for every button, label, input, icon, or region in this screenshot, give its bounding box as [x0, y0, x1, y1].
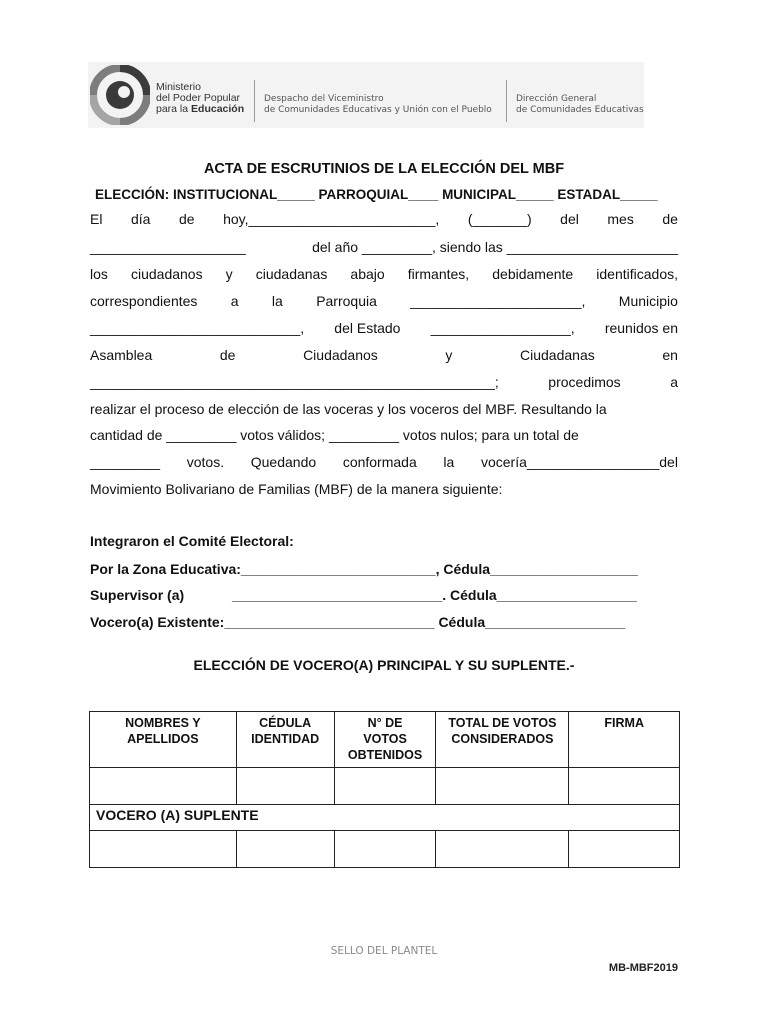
cell-total[interactable]	[436, 831, 569, 868]
header-firma: FIRMA	[569, 712, 680, 768]
body-word: de	[178, 211, 195, 227]
ministry-name	[156, 82, 244, 115]
body-word: del	[560, 211, 579, 227]
body-word: ____________________	[90, 239, 246, 255]
election-table	[89, 711, 680, 868]
supervisor-line: ___________________________. Cédula__________________	[232, 587, 637, 603]
body-word: a	[670, 374, 678, 390]
body-line	[90, 293, 678, 309]
suplente-label: VOCERO (A) SUPLENTE	[90, 805, 680, 831]
body-word: _________	[90, 454, 161, 470]
table-row	[90, 768, 680, 805]
ministry-line-1: Ministerio	[156, 81, 201, 93]
cell-firma[interactable]	[569, 831, 680, 868]
body-line	[90, 211, 678, 227]
body-word: la	[443, 454, 455, 470]
body-word: Ciudadanos	[303, 347, 378, 363]
cell-cedula[interactable]	[236, 831, 334, 868]
body-word: correspondientes	[90, 293, 198, 309]
ministry-line-3: para la	[156, 103, 189, 115]
direccion-line-1: Dirección General	[516, 94, 597, 104]
body-word: día	[130, 211, 151, 227]
header-divider	[254, 80, 255, 122]
body-line	[90, 427, 678, 443]
body-word: votos.	[186, 454, 225, 470]
table-header-row	[90, 712, 680, 768]
body-word: abajo	[350, 266, 385, 282]
body-word: procedimos	[548, 374, 621, 390]
body-word: cantidad de _________ votos válidos; _________ votos nulos; para un total de	[90, 427, 579, 443]
body-line	[90, 347, 678, 363]
cell-firma[interactable]	[569, 768, 680, 805]
body-word: de	[219, 347, 236, 363]
despacho-line-2: de Comunidades Educativas y Unión con el Pueblo	[264, 105, 492, 115]
body-word: hoy,________________________,	[223, 211, 440, 227]
header-cedula: CÉDULA IDENTIDAD	[236, 712, 334, 768]
sello-label: SELLO DEL PLANTEL	[330, 945, 438, 957]
header-banner	[88, 62, 644, 128]
body-word: conformada	[342, 454, 417, 470]
vocero-existente-line: Vocero(a) Existente:___________________________ Cédula__________________	[90, 614, 626, 630]
eleccion-line: ELECCIÓN: INSTITUCIONAL_____ PARROQUIAL____ MUNICIPAL_____ ESTADAL_____	[95, 187, 658, 202]
header-nombres: NOMBRES Y APELLIDOS	[90, 712, 237, 768]
body-word: __________________,	[430, 320, 575, 336]
header-votos-obtenidos: N° DE VOTOS OBTENIDOS	[334, 712, 436, 768]
body-word: El	[90, 211, 103, 227]
body-word: y	[445, 347, 453, 363]
cell-votos[interactable]	[334, 768, 436, 805]
section-title: ELECCIÓN DE VOCERO(A) PRINCIPAL Y SU SUPLENTE.-	[193, 657, 575, 673]
supervisor-label: Supervisor (a)	[90, 587, 185, 603]
body-word: (_______)	[467, 211, 532, 227]
body-word: reunidos en	[604, 320, 678, 336]
cell-cedula[interactable]	[236, 768, 334, 805]
zona-educativa-line: Por la Zona Educativa:_________________________, Cédula___________________	[90, 561, 638, 577]
ministry-line-2: del Poder Popular	[156, 92, 241, 104]
body-word: Municipio	[618, 293, 678, 309]
body-word: ciudadanos	[130, 266, 203, 282]
body-word: Asamblea	[90, 347, 153, 363]
body-word: Quedando	[250, 454, 317, 470]
body-word: Parroquia	[316, 293, 377, 309]
body-word: vocería_________________del	[480, 454, 678, 470]
body-word: Ciudadanas	[520, 347, 595, 363]
body-word: Movimiento Bolivariano de Familias (MBF) de la manera siguiente:	[90, 481, 503, 497]
body-line	[90, 481, 678, 497]
header-divider	[506, 80, 507, 122]
direccion-text	[516, 94, 644, 116]
body-line	[90, 374, 678, 390]
body-line	[90, 454, 678, 470]
body-word: a	[230, 293, 239, 309]
direccion-line-2: de Comunidades Educativas	[516, 105, 644, 115]
table-row	[90, 831, 680, 868]
header-total-votos: TOTAL DE VOTOS CONSIDERADOS	[436, 712, 569, 768]
ministry-bold: Educación	[191, 103, 245, 115]
body-word: ___________________________,	[90, 320, 305, 336]
body-word: identificados,	[596, 266, 678, 282]
cell-total[interactable]	[436, 768, 569, 805]
cell-votos[interactable]	[334, 831, 436, 868]
body-word: ______________________,	[410, 293, 586, 309]
document-title: ACTA DE ESCRUTINIOS DE LA ELECCIÓN DEL MBF	[203, 161, 565, 177]
body-word: ciudadanas	[255, 266, 328, 282]
body-line	[90, 239, 678, 255]
document-code: MB-MBF2019	[608, 962, 678, 974]
body-word: ____________________________________________________;	[90, 374, 499, 390]
suplente-row	[90, 805, 680, 831]
cell-nombres[interactable]	[90, 831, 237, 868]
despacho-text	[264, 94, 492, 116]
body-word: del Estado	[334, 320, 401, 336]
ministry-logo-icon	[90, 65, 150, 125]
body-word: firmantes,	[407, 266, 470, 282]
body-word: debidamente	[492, 266, 574, 282]
body-word: realizar el proceso de elección de las voceras y los voceros del MBF. Resultando la	[90, 401, 607, 417]
body-word: del año _________, siendo las ______________________	[312, 239, 678, 255]
body-word: la	[271, 293, 283, 309]
body-word: los	[90, 266, 108, 282]
despacho-line-1: Despacho del Viceministro	[264, 94, 384, 104]
body-word: mes	[607, 211, 634, 227]
body-line	[90, 320, 678, 336]
comite-title: Integraron el Comité Electoral:	[90, 533, 294, 549]
body-word: y	[225, 266, 233, 282]
body-line	[90, 401, 678, 417]
body-line	[90, 266, 678, 282]
cell-nombres[interactable]	[90, 768, 237, 805]
body-word: de	[662, 211, 678, 227]
body-word: en	[662, 347, 678, 363]
